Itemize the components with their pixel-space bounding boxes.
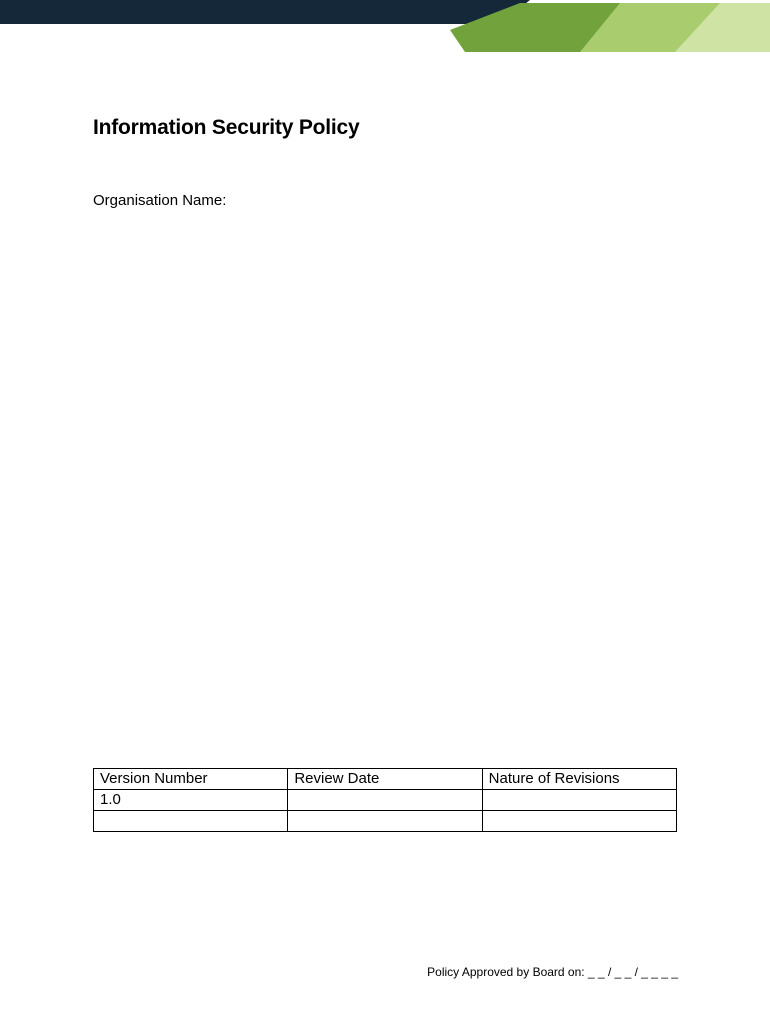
organisation-name-label: Organisation Name: — [93, 192, 227, 209]
header-banner — [0, 0, 770, 56]
table-row — [94, 811, 677, 832]
header-version-number: Version Number — [94, 769, 288, 790]
table-cell — [288, 811, 482, 832]
revision-table — [93, 768, 677, 832]
table-cell — [288, 790, 482, 811]
header-review-date: Review Date — [288, 769, 482, 790]
table-cell: 1.0 — [94, 790, 288, 811]
header-nature-of-revisions: Nature of Revisions — [482, 769, 676, 790]
table-cell — [94, 811, 288, 832]
table-row — [94, 790, 677, 811]
table-cell — [482, 811, 676, 832]
table-header-row — [94, 769, 677, 790]
document-title: Information Security Policy — [93, 116, 360, 139]
table-cell — [482, 790, 676, 811]
board-approval-line: Policy Approved by Board on: _ _ / _ _ / _ _ _ _ — [427, 965, 678, 979]
